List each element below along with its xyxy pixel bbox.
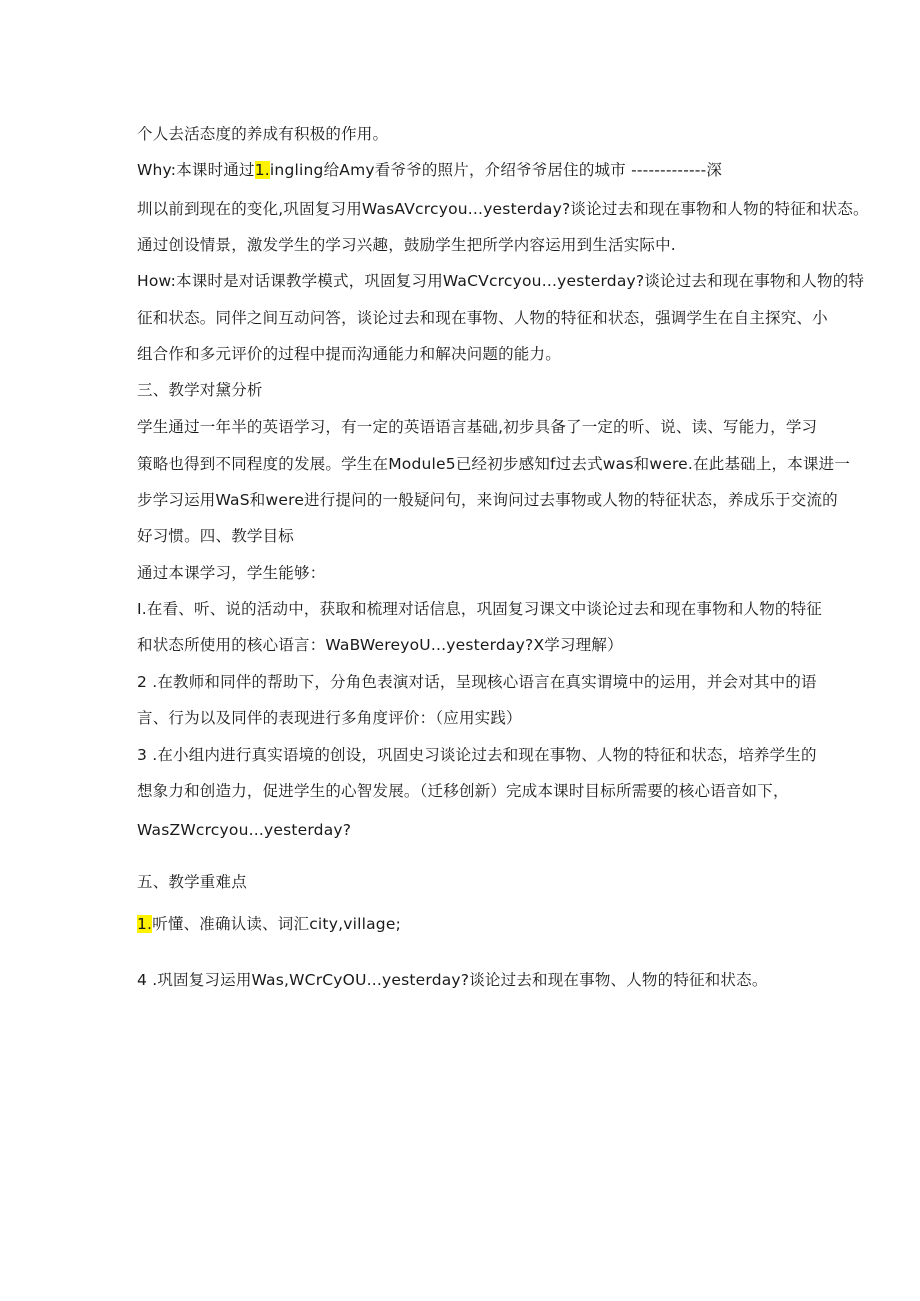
why-label: Why:本课时通过 bbox=[137, 161, 255, 179]
text-line: 学生通过一年半的英语学习，有一定的英语语言基础,初步具备了一定的听、说、读、写能力，学习 bbox=[137, 418, 818, 436]
highlighted-number: 1. bbox=[137, 915, 153, 933]
text-line: 个人去活态度的养成有积极的作用。 bbox=[137, 125, 389, 143]
how-paragraph-line: How:本课时是对话课教学模式，巩固复习用WaCVcrcyou...yesterday?谈论过去和现在事物和人物的特 bbox=[137, 272, 865, 290]
text-line: 圳以前到现在的变化,巩固复习用WasAVcrcyou...yesterday?谈论过去和现在事物和人物的特征和状态。 bbox=[137, 200, 869, 218]
text-line: 想象力和创造力，促进学生的心智发展。（迁移创新）完成本课时目标所需要的核心语音如下， bbox=[137, 782, 789, 800]
text-line: 言、行为以及同伴的表现进行多角度评价：（应用实践） bbox=[137, 709, 522, 727]
text-line: 通过本课学习，学生能够： bbox=[137, 564, 326, 582]
text-line: 组合作和多元评价的过程中提而沟通能力和解决问题的能力。 bbox=[137, 345, 561, 363]
section-heading: 三、教学对黛分析 bbox=[137, 381, 263, 399]
text-line: 好习惯。四、教学目标 bbox=[137, 527, 295, 545]
core-language: WasZWcrcyou...yesterday? bbox=[137, 821, 352, 839]
objective-item: 3 .在小组内进行真实语境的创设，巩固史习谈论过去和现在事物、人物的特征和状态，培养学生的 bbox=[137, 746, 817, 764]
text-line: 和状态所使用的核心语言：WaBWereyoU...yesterday?X学习理解） bbox=[137, 636, 623, 654]
highlighted-number: 1. bbox=[254, 161, 270, 179]
key-point-line bbox=[137, 914, 401, 934]
section-heading: 五、教学重难点 bbox=[137, 873, 247, 891]
why-paragraph-line bbox=[137, 160, 722, 180]
key-point-line: 4 .巩固复习运用Was,WCrCyOU...yesterday?谈论过去和现在事物、人物的特征和状态。 bbox=[137, 971, 768, 989]
why-text: ingling给Amy看爷爷的照片，介绍爷爷居住的城市 -------------深 bbox=[269, 161, 723, 179]
text-line: 策略也得到不同程度的发展。学生在Module5已经初步感知f过去式was和were.在此基础上，本课进一 bbox=[137, 455, 851, 473]
text-line: 通过创设情景，激发学生的学习兴趣，鼓励学生把所学内容运用到生活实际中. bbox=[137, 236, 676, 254]
key-point-text: 听懂、准确认读、词汇city,village; bbox=[152, 915, 401, 933]
text-line: 步学习运用WaS和were进行提问的一般疑问句，来询问过去事物或人物的特征状态，养成乐于交流的 bbox=[137, 491, 838, 509]
objective-item: 2 .在教师和同伴的帮助下，分角色表演对话，呈现核心语言在真实谓境中的运用，并会对其中的语 bbox=[137, 673, 817, 691]
objective-item: I.在看、听、说的活动中，获取和梳理对话信息，巩固复习课文中谈论过去和现在事物和人物的特征 bbox=[137, 600, 823, 618]
text-line: 征和状态。同伴之间互动问答，谈论过去和现在事物、人物的特征和状态，强调学生在自主探究、小 bbox=[137, 309, 828, 327]
